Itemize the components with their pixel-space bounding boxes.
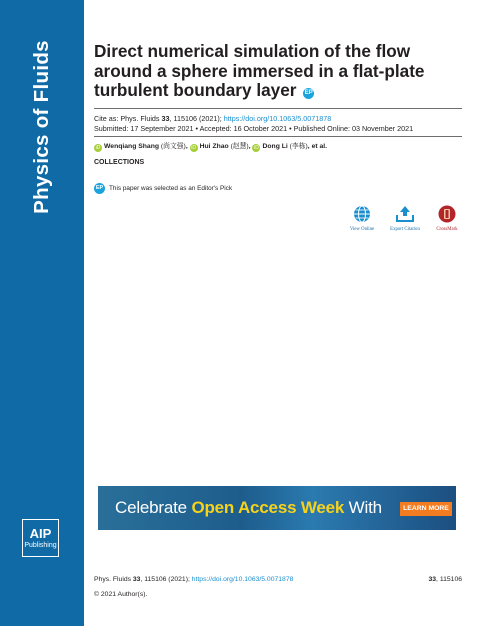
view-online-button[interactable] xyxy=(340,205,384,232)
divider xyxy=(94,136,462,137)
banner-logo-text: AIP xyxy=(462,497,482,509)
banner-prefix: Celebrate xyxy=(115,498,192,517)
aip-logo-text: AIP xyxy=(29,526,52,541)
editors-pick-icon[interactable]: EP xyxy=(303,88,314,99)
divider xyxy=(94,108,462,109)
banner-aip-logo xyxy=(456,491,488,523)
author-separator: , xyxy=(248,143,253,150)
author-name: Dong Li xyxy=(262,143,288,150)
author-native-name: (赵慧) xyxy=(228,143,249,150)
footer-cite-volume: 33 xyxy=(132,576,141,583)
aip-publishing-logo[interactable] xyxy=(22,519,59,557)
journal-sidebar xyxy=(0,0,84,626)
banner-logo-subtext: Publishing xyxy=(459,510,485,516)
editors-pick-text: This paper was selected as an Editor's Pick xyxy=(109,185,233,193)
citation-line xyxy=(94,114,331,124)
orcid-icon[interactable]: iD xyxy=(191,145,196,151)
view-online-label: View Online xyxy=(349,227,375,232)
collections-heading: COLLECTIONS xyxy=(94,159,145,166)
export-citation-label: Export Citation xyxy=(390,227,420,232)
footer-page-number xyxy=(428,575,462,585)
footer-cite-prefix: Phys. Fluids xyxy=(94,576,133,583)
learn-more-button[interactable]: LEARN MORE xyxy=(400,502,452,516)
author-separator: , xyxy=(185,143,190,150)
citation-prefix: Cite as: Phys. Fluids xyxy=(94,114,162,123)
export-citation-button[interactable] xyxy=(383,205,427,232)
banner-headline xyxy=(115,498,382,518)
citation-suffix: , 115106 (2021); xyxy=(169,114,224,123)
doi-link[interactable]: https://doi.org/10.1063/5.0071878 xyxy=(223,114,332,123)
author-name: Wenqiang Shang xyxy=(104,143,160,150)
orcid-icon[interactable]: iD xyxy=(95,145,101,151)
crossmark-button[interactable] xyxy=(425,205,469,232)
author-native-name: (李栋) xyxy=(287,143,308,150)
open-access-week-banner[interactable] xyxy=(98,486,485,530)
footer-page-volume: 33 xyxy=(428,576,437,583)
banner-suffix: With xyxy=(344,498,382,517)
author-native-name: (尚文强) xyxy=(159,143,186,150)
orcid-icon[interactable]: iD xyxy=(254,145,259,151)
editors-pick-icon: EP xyxy=(94,183,105,194)
journal-name: Physics of Fluids xyxy=(30,40,53,214)
citation-volume: 33 xyxy=(161,114,170,123)
globe-icon xyxy=(353,205,371,223)
author-list xyxy=(94,142,327,152)
aip-logo-subtext: Publishing xyxy=(24,542,57,549)
copyright-notice: © 2021 Author(s). xyxy=(94,591,148,598)
crossmark-label: CrossMark xyxy=(436,227,458,232)
publication-dates: Submitted: 17 September 2021 • Accepted: 16 October 2021 • Published Online: 03 November 2021 xyxy=(94,124,414,133)
footer-citation xyxy=(94,575,293,585)
author-entry[interactable] xyxy=(94,143,190,150)
author-entry[interactable] xyxy=(190,143,253,150)
crossmark-icon xyxy=(438,205,456,223)
author-entry[interactable] xyxy=(252,143,327,150)
footer-cite-suffix: , 115106 (2021); xyxy=(140,576,192,583)
footer-page-id: , 115106 xyxy=(436,576,462,583)
editors-pick-note xyxy=(94,183,232,194)
author-separator: , et al. xyxy=(307,143,328,150)
export-icon xyxy=(395,205,415,223)
article-title xyxy=(94,42,464,101)
author-name: Hui Zhao xyxy=(199,143,229,150)
footer-doi-link[interactable]: https://doi.org/10.1063/5.0071878 xyxy=(191,576,294,583)
banner-highlight: Open Access Week xyxy=(191,498,345,517)
article-title-text: Direct numerical simulation of the flow around a sphere immersed in a flat-plate turbulent boundary layer xyxy=(94,41,425,100)
